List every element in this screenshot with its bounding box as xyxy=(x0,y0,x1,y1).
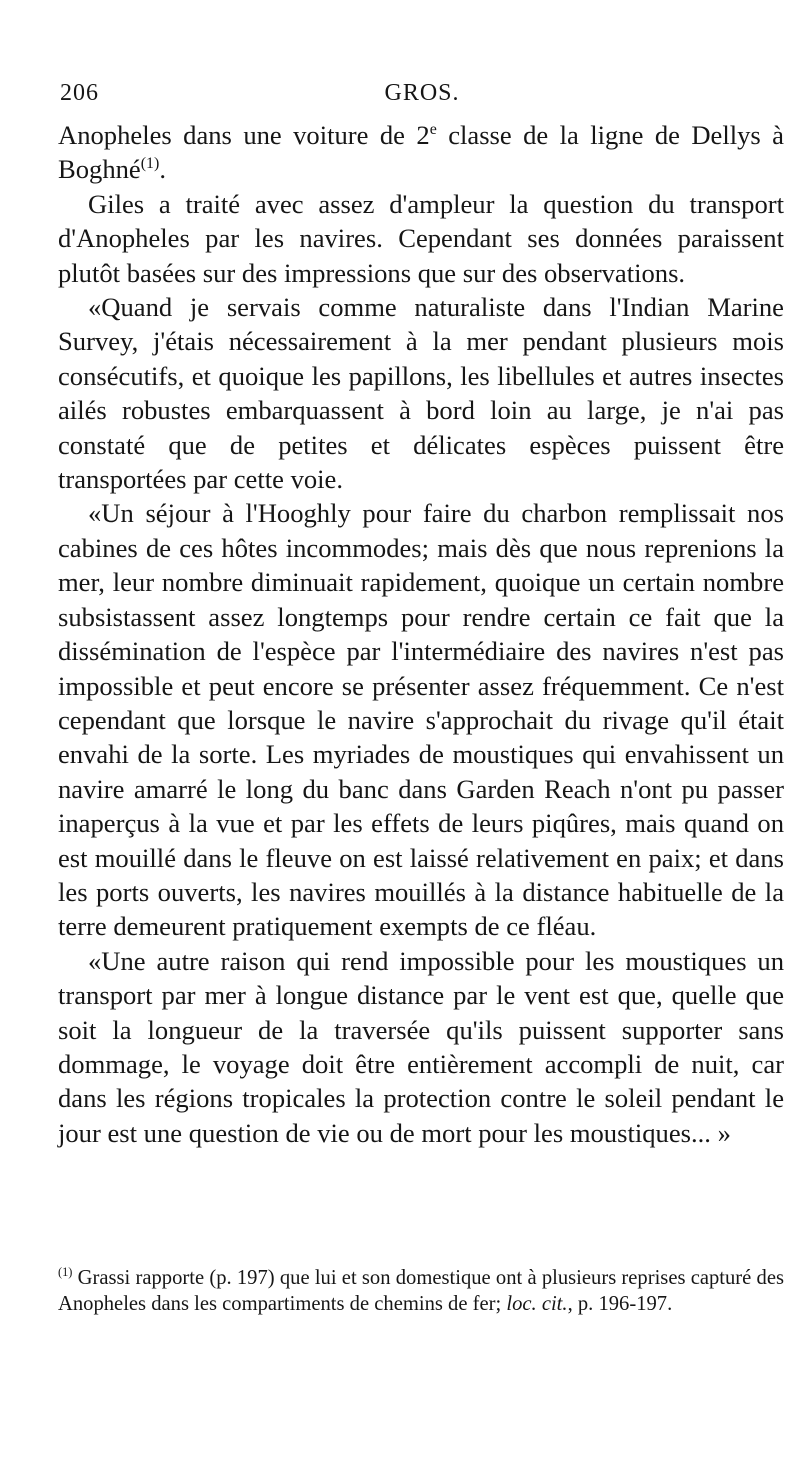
paragraph-5: «Une autre raison qui rend impossible pour les moustiques un transport par mer à longue distance par le vent est que, quelle que soit la longueur de la traversée qu'ils puissent supporter sans dommage, le voyage doit être entièrement accompli de nuit, car dans les régions tropicales la protection contre le soleil pendant le jour est une question de vie ou de mort pour les moustiques... » xyxy=(58,945,784,1148)
page-number: 206 xyxy=(60,80,99,106)
footnote-reference: (1) xyxy=(140,155,160,173)
footnote-mark: (1) xyxy=(58,1265,73,1280)
running-head: GROS. xyxy=(384,80,460,106)
paragraph-2: Giles a traité avec assez d'ampleur la question du transport d'Anopheles par les navires. Cependant ses données paraissent plutôt basées sur des impressions que sur des observations. xyxy=(58,188,784,288)
footnote-text-a: Grassi rapporte (p. 197) que lui et son domestique ont à plusieurs reprises capturé des Anopheles dans les compartiments de chemins de fer; xyxy=(58,1267,784,1315)
paragraph-1-text: Anopheles dans une voiture de 2 xyxy=(58,120,430,150)
paragraph-3: «Quand je servais comme naturaliste dans l'Indian Marine Survey, j'étais nécessairement à la mer pendant plusieurs mois consécutifs, et quoique les papillons, les libellules et autres insectes ailés robustes embarquassent à bord loin au large, je n'ai pas constaté que de petites et délicates espèces puissent être transportées par cette voie. xyxy=(58,292,784,495)
body-text xyxy=(58,118,784,1150)
footnote-citation: loc. cit. xyxy=(506,1293,568,1315)
ordinal-superscript: e xyxy=(429,121,437,139)
paragraph-4: «Un séjour à l'Hooghly pour faire du charbon remplissait nos cabines de ces hôtes incommodes; mais dès que nous reprenions la mer, leur nombre diminuait rapidement, quoique un certain nombre subsistassent assez longtemps pour rendre certain ce fait que la dissémination de l'espèce par l'intermédiaire des navires n'est pas impossible et peut encore se présenter assez fréquemment. Ce n'est cependant que lorsque le navire s'approchait du rivage qu'il était envahi de la sorte. Les myriades de moustiques qui envahissent un navire amarré le long du banc dans Garden Reach n'ont pu passer inaperçus à la vue et par les effets de leurs piqûres, mais quand on est mouillé dans le fleuve on est laissé relativement en paix; et dans les ports ouverts, les navires mouillés à la distance habituelle de la terre demeurent pratiquement exempts de ce fléau. xyxy=(58,498,784,942)
paragraph-1-rest: classe de la ligne de Dellys à Boghné xyxy=(58,120,784,185)
page-header xyxy=(60,80,784,112)
paragraph-1-end: . xyxy=(159,154,166,185)
paragraph-1 xyxy=(58,118,784,187)
footnote-text-b: , p. 196-197. xyxy=(567,1293,673,1315)
footnote xyxy=(58,1265,784,1317)
